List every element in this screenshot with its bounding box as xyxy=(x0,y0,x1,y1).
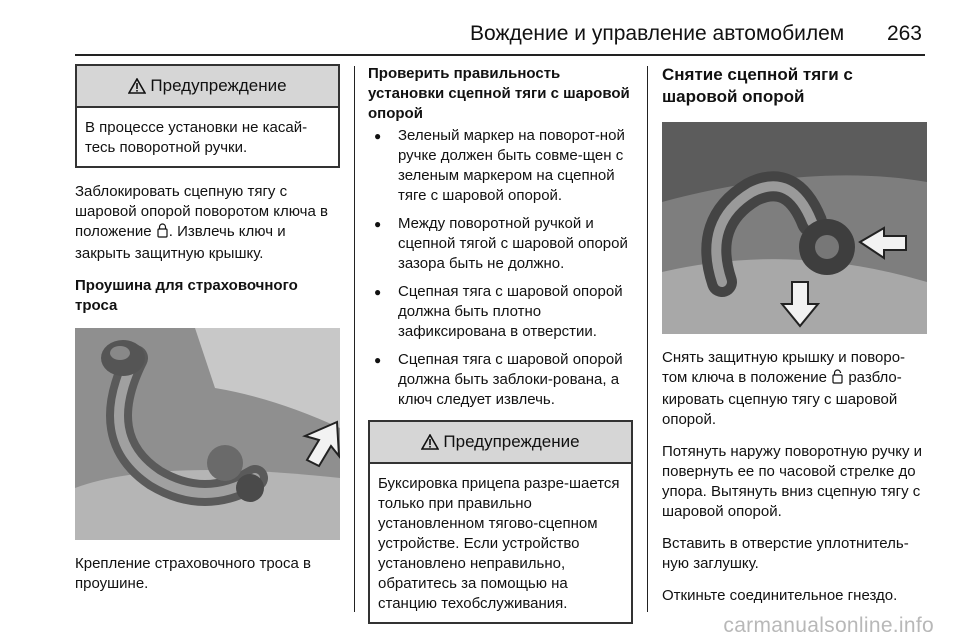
tow-eye-photo xyxy=(75,328,340,540)
list-item: ● Зеленый маркер на поворот-ной ручке должен быть совме-щен с зеленым маркером на сцепной тяге с шаровой опорой. xyxy=(368,126,633,206)
column-divider-2 xyxy=(647,66,648,612)
warning-triangle-icon xyxy=(421,434,439,450)
removal-paragraph-2: Потянуть наружу поворотную ручку и повернуть ее по часовой стрелке до упора. Вытянуть вниз сцепную тягу с шаровой опорой. xyxy=(662,443,923,520)
page-number: 263 xyxy=(886,22,922,45)
warning-title-2: Предупреждение xyxy=(443,432,580,451)
warning-triangle-icon xyxy=(128,78,146,94)
list-item: ● Сцепная тяга с шаровой опорой должна быть заблоки-рована, а ключ следует извлечь. xyxy=(368,350,633,410)
removal-photo xyxy=(662,122,927,334)
column-2 xyxy=(368,64,633,638)
tow-eye-caption: Крепление страховочного троса в проушине. xyxy=(75,555,311,592)
warning-text-1: В процессе установки не касай-тесь поворотной ручки. xyxy=(85,119,308,156)
column-3 xyxy=(662,64,927,618)
check-heading: Проверить правильность установки сцепной тяги с шаровой опорой xyxy=(368,65,630,122)
removal-paragraph-4: Откиньте соединительное гнездо. xyxy=(662,587,898,604)
tow-eye-heading: Проушина для страховочного троса xyxy=(75,277,298,314)
lock-paragraph: Заблокировать сцепную тягу с шаровой опорой поворотом ключа в положение . Извлечь ключ и закрыть защитную крышку. xyxy=(75,183,328,262)
warning-header-1 xyxy=(77,66,338,108)
lock-open-icon xyxy=(832,369,843,390)
removal-paragraph-1: Снять защитную крышку и поворо-том ключа в положение разбло-кировать сцепную тягу с шаровой опорой. xyxy=(662,349,906,428)
watermark: carmanualsonline.info xyxy=(723,614,934,637)
list-item: ● Между поворотной ручкой и сцепной тягой с шаровой опорой зазора быть не должно. xyxy=(368,214,633,274)
warning-title-1: Предупреждение xyxy=(150,76,287,95)
removal-heading: Снятие сцепной тяги с шаровой опорой xyxy=(662,65,853,106)
column-1 xyxy=(75,64,340,606)
header-rule xyxy=(75,54,925,56)
warning-box-2 xyxy=(368,420,633,624)
lock-closed-icon xyxy=(157,223,168,244)
header-title: Вождение и управление автомобилем xyxy=(470,22,845,45)
check-list xyxy=(368,126,633,410)
warning-box-1 xyxy=(75,64,340,168)
removal-paragraph-3: Вставить в отверстие уплотнитель-ную заглушку. xyxy=(662,535,909,572)
column-divider-1 xyxy=(354,66,355,612)
list-item: ● Сцепная тяга с шаровой опорой должна быть плотно зафиксирована в отверстии. xyxy=(368,282,633,342)
warning-text-2: Буксировка прицепа разре-шается только при правильно установленном тягово-сцепном устройстве. Если устройство установлено неправильно, обратитесь за помощью на станцию техобслуживания. xyxy=(378,475,620,612)
warning-header-2 xyxy=(370,422,631,464)
